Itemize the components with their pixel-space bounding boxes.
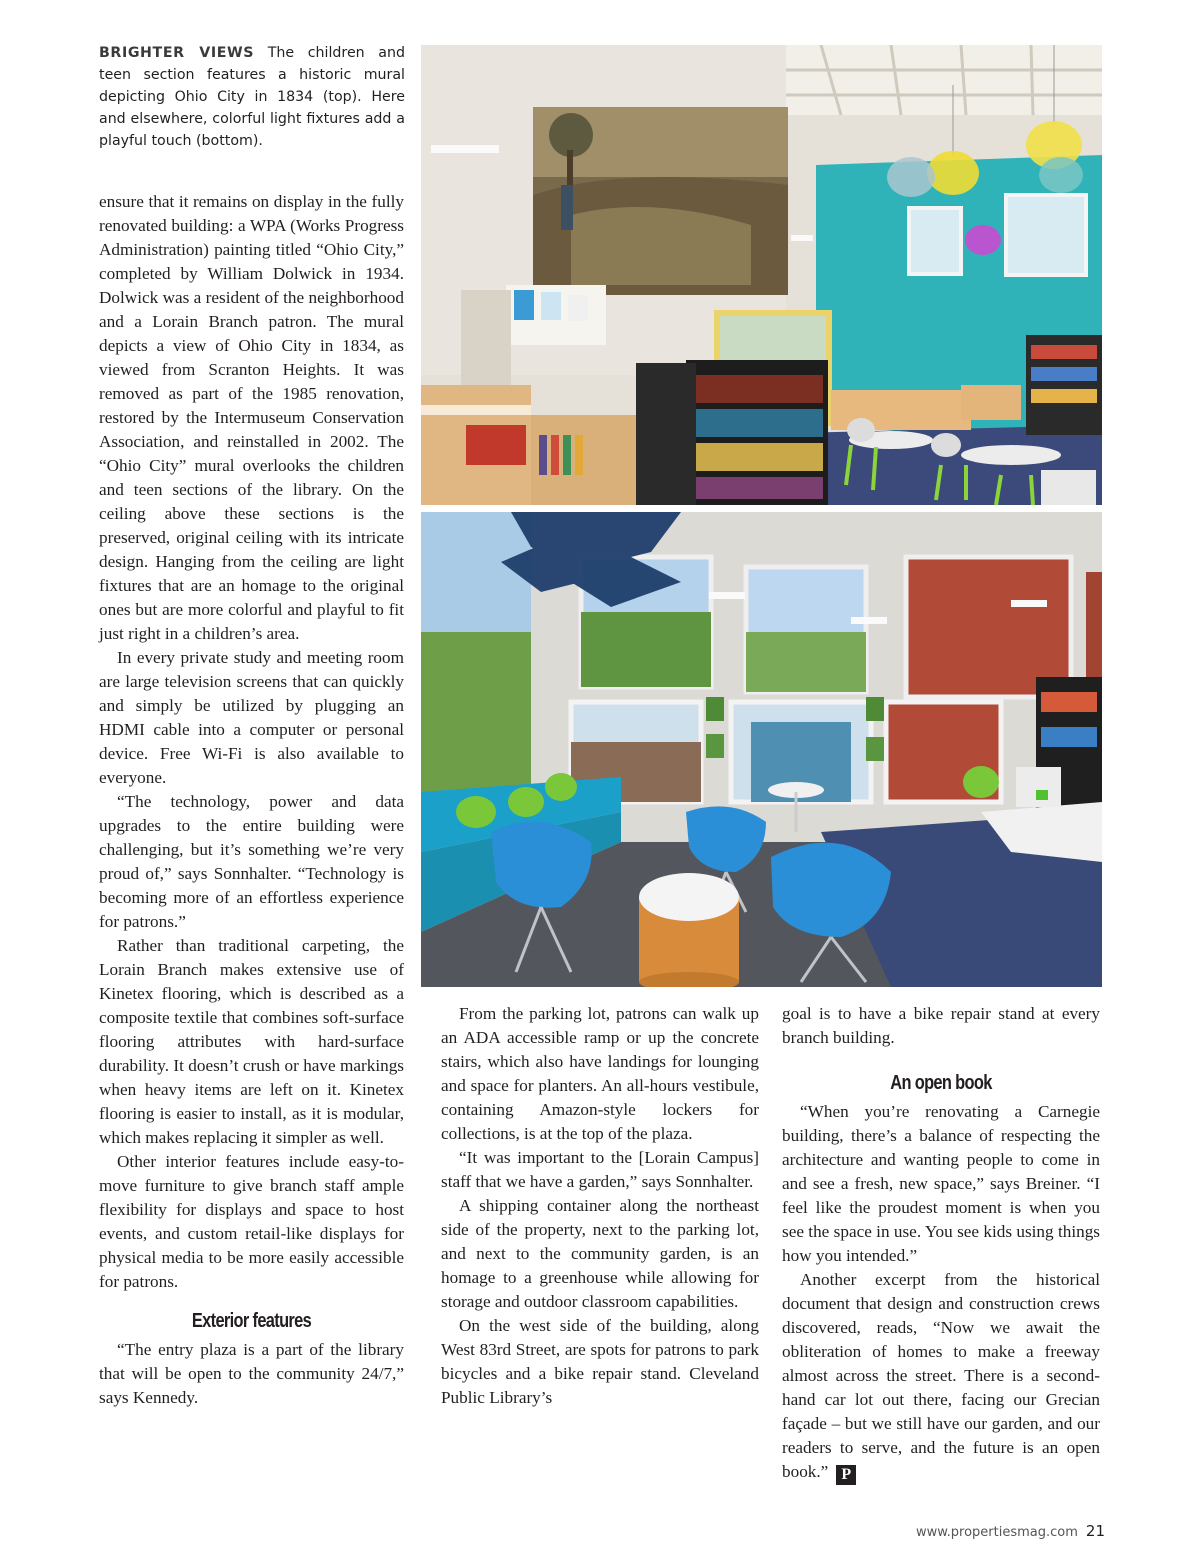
paragraph: ensure that it remains on display in the fully renovated building: a WPA (Works Progress Administration) painting titled “Ohio City,” completed by William Dolwick in 1934. Dolwick was a resident of the neighborhood and a Lorain Branch patron. The mural depicts a view of Ohio City in 1834, as viewed from Scranton Heights. It was removed as part of the 1985 renovation, restored by the Intermuseum Conservation Association, and reinstalled in 2002. The “Ohio City” mural overlooks the children and teen sections of the library. On the ceiling above these sections is the preserved, original ceiling with its intricate design. Hanging from the ceiling are light fixtures that are an homage to the original ones but are more colorful and playful to fit just right in a children’s area. — [99, 192, 404, 643]
footer-url: www.propertiesmag.com — [915, 1525, 1078, 1540]
paragraph: On the west side of the building, along West 83rd Street, are spots for patrons to park bicycles and a bike repair stand. Cleveland Public Library’s — [441, 1316, 759, 1407]
paragraph: goal is to have a bike repair stand at every branch building. — [782, 1004, 1100, 1047]
paragraph — [782, 1268, 1100, 1485]
paragraph-text: Another excerpt from the historical document that design and construction crews discovered, reads, “Now we await the obliteration of homes to make a freeway almost across the street. There is a second-hand car lot out there, facing our Grecian façade – but we still have our garden, and our readers to serve, and the future is an open book.” — [782, 1270, 1100, 1481]
paragraph: A shipping container along the northeast side of the property, next to the parking lot, and next to the community garden, is an homage to a greenhouse while allowing for storage and outdoor classroom capabilities. — [441, 1196, 759, 1311]
photo-illustration — [421, 512, 1102, 987]
paragraph: “The technology, power and data upgrades to the entire building were challenging, but it’s something we’re very proud of,” says Sonnhalter. “Technology is becoming more of an effortless experience for patrons.” — [99, 792, 404, 931]
photo-caption — [99, 42, 405, 152]
section-heading-exterior: Exterior features — [191, 1310, 312, 1332]
paragraph: From the parking lot, patrons can walk up an ADA accessible ramp or up the concrete stairs, which also have landings for lounging and space for planters. An all-hours vestibule, containing Amazon-style lockers for collections, is at the top of the plaza. — [441, 1004, 759, 1143]
page-footer — [900, 1522, 1105, 1540]
paragraph: “The entry plaza is a part of the library that will be open to the community 24/7,” says Kennedy. — [99, 1340, 404, 1407]
page-number: 21 — [1085, 1522, 1105, 1540]
paragraph: “When you’re renovating a Carnegie building, there’s a balance of respecting the architecture and wanting people to come in and see a fresh, new space,” says Breiner. “I feel like the proudest moment is when you see the space in use. You see kids using things how you intended.” — [782, 1102, 1100, 1265]
article-column-2 — [441, 1002, 759, 1410]
paragraph: Rather than traditional carpeting, the Lorain Branch makes extensive use of Kinetex flooring, which is described as a composite textile that combines soft-surface flooring attributes with hard-surface durability. It doesn’t crush or have markings when heavy items are left on it. Kinetex flooring is easier to install, as it is modular, which makes replacing it simpler as well. — [99, 936, 404, 1147]
caption-text: The children and teen section features a historic mural depicting Ohio City in 1834 (top). Here and elsewhere, colorful light fixtures add a playful touch (bottom). — [99, 45, 405, 149]
paragraph: Other interior features include easy-to-move furniture to give branch staff ample flexibility for displays and space to host events, and custom retail-like displays for physical media to be more easily accessible for patrons. — [99, 1152, 404, 1291]
paragraph: “It was important to the [Lorain Campus] staff that we have a garden,” says Sonnhalter. — [441, 1148, 759, 1191]
paragraph: In every private study and meeting room are large television screens that can quickly and simply be utilized by plugging an HDMI cable into a computer or personal device. Free Wi-Fi is also available to everyone. — [99, 648, 404, 787]
photo-lounge-blue-chairs — [421, 512, 1102, 987]
end-mark-icon: P — [836, 1465, 856, 1485]
caption-lead: BRIGHTER VIEWS — [99, 45, 255, 61]
photo-childrens-area-mural — [421, 45, 1102, 505]
section-heading-open-book: An open book — [890, 1072, 992, 1094]
photo-illustration — [421, 45, 1102, 505]
article-column-1 — [99, 190, 404, 1410]
article-column-3 — [782, 1002, 1100, 1485]
